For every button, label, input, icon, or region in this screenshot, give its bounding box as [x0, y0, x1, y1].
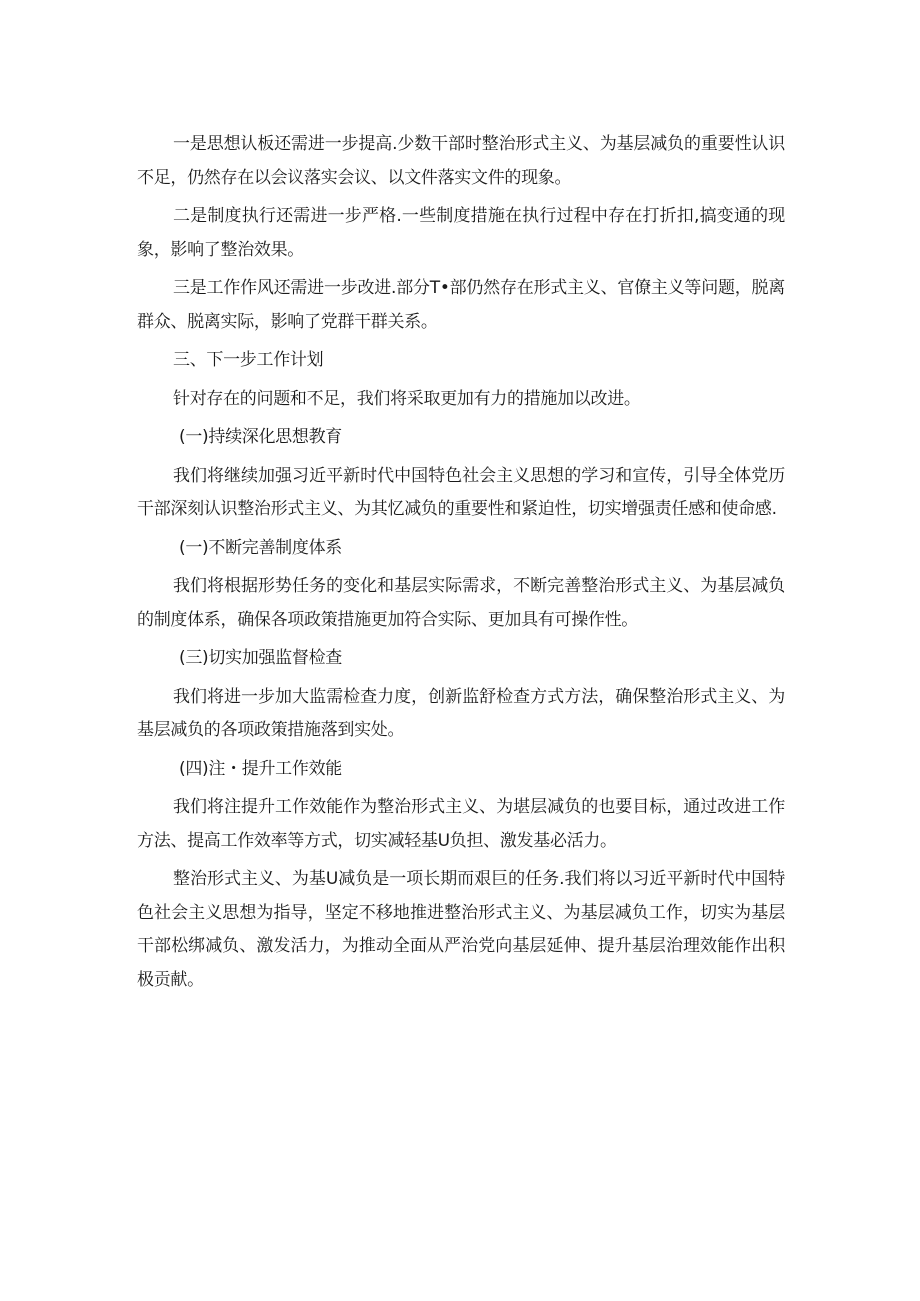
paragraph-problem-1: 一是思想认板还需进一步提高.少数干部时整治形式主义、为基层减负的重要性认识不足，仍然存在以会议落实会议、以文件落实文件的现象。 — [137, 134, 785, 188]
subheading-4: (四)注・提升工作效能 — [179, 758, 342, 779]
paragraph-plan-4: 我们将注提升工作效能作为整治形式主义、为堪层减负的也要目标，通过改进工作方法、提高工作效率等方式，切实减轻基U负担、激发基必活力。 — [137, 797, 785, 851]
subheading-2: (一)不断完善制度体系 — [179, 537, 342, 558]
paragraph-plan-2: 我们将根据形势任务的变化和基层实际需求，不断完善整治形式主义、为基层减负的制度体系，确保各项政策措施更加符合实际、更加具有可操作性。 — [137, 576, 785, 630]
paragraph-plan-3: 我们将进一步加大监需检查力度，创新监舒检查方式方法，确保整治形式主义、为基层减负的各项政策措施落到实处。 — [137, 686, 785, 740]
section-heading-next-steps: 三、下一步工作计划 — [173, 350, 324, 370]
paragraph-plan-1: 我们将继续加强习近平新时代中国特色社会主义思想的学习和宣传，引导全体党历干部深刻认识整治形式主义、为其忆减负的重要性和紧迫性，切实增强责任感和使命感. — [137, 465, 785, 519]
paragraph-conclusion: 整治形式主义、为基U减负是一项长期而艰巨的任务.我们将以习近平新时代中国特色社会主义思想为指导，坚定不移地推进整治形式主义、为基层减负工作，切实为基层干部松绑减负、激发活力，为推动全面从严治党向基层延伸、提升基层治理效能作出积极贡献。 — [137, 869, 785, 990]
subheading-1: (一)持续深化思想教育 — [179, 427, 342, 447]
paragraph-problem-3: 三是工作作风还需进一步改进.部分T•部仍然存在形式主义、官僚主义等问题，脱离群众、脱离实际，影响了党群干群关系。 — [137, 278, 785, 332]
paragraph-intro: 针对存在的问题和不足，我们将采取更加有力的措施加以改进。 — [173, 388, 641, 409]
document-page — [137, 128, 785, 1002]
subheading-3: (三)切实加强监督检查 — [179, 648, 342, 668]
paragraph-problem-2: 二是制度执行还需进一步严格.一些制度措施在执行过程中存在打折扣,搞变通的现象，影响了整治效果。 — [137, 206, 785, 260]
